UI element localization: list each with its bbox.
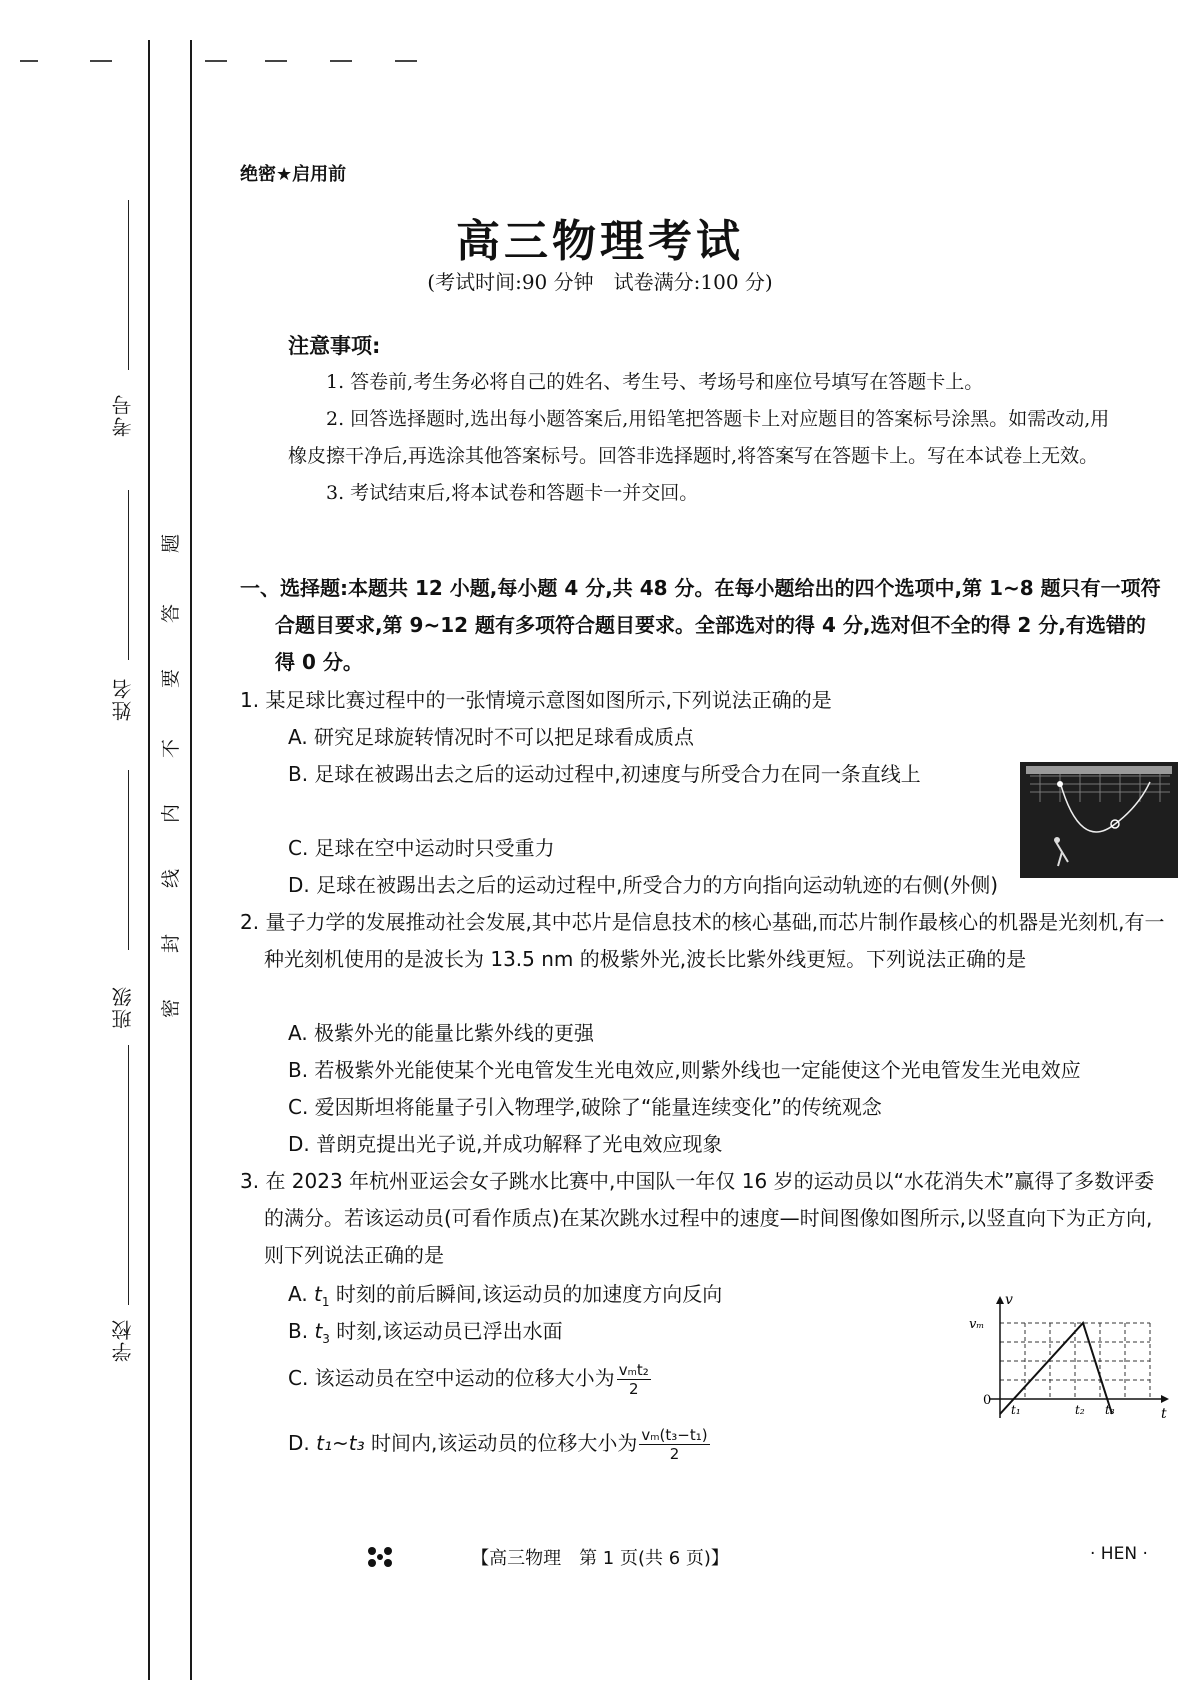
q1-option-c: C. 足球在空中运动时只受重力 [288, 836, 555, 860]
q3-b-var: t [314, 1319, 323, 1343]
graph-t1-label: t₁ [1011, 1403, 1021, 1417]
footer-code: · HEN · [1090, 1544, 1148, 1564]
q3-a-prefix: A. [288, 1282, 315, 1306]
label-school: 学校 [111, 1318, 135, 1362]
page-footer: 【高三物理 第 1 页(共 6 页)】 [471, 1548, 729, 1569]
top-dash [265, 60, 287, 62]
vt-line [1000, 1323, 1112, 1414]
notice-item: 1. 答卷前,考生务必将自己的姓名、考生号、考场号和座位号填写在答题卡上。 [326, 371, 984, 393]
label-name: 姓名 [111, 677, 135, 721]
top-dash [205, 60, 227, 62]
graph-vm-label: vₘ [969, 1317, 985, 1332]
question-3 [240, 1163, 1170, 1274]
q3-d-numerator: vₘ(t₃−t₁) [641, 1426, 708, 1444]
exam-meta: (考试时间:90 分钟 试卷满分:100 分) [427, 270, 773, 294]
q3-b-prefix: B. [288, 1319, 315, 1343]
q3-d-prefix: D. [288, 1431, 317, 1455]
q3-option-c [288, 1360, 651, 1398]
q1-option-a: A. 研究足球旋转情况时不可以把足球看成质点 [288, 725, 695, 749]
seal-char: 封 [160, 933, 183, 954]
top-dash [330, 60, 352, 62]
top-dash [20, 60, 38, 62]
q3-c-denominator: 2 [628, 1380, 639, 1398]
class-line [128, 770, 129, 950]
q3-d-text: 时间内,该运动员的位移大小为 [364, 1431, 638, 1455]
question-2 [240, 904, 1170, 978]
q3-b-text: 时刻,该运动员已浮出水面 [329, 1319, 563, 1343]
notice-title: 注意事项: [288, 334, 381, 358]
football-photo [1020, 762, 1178, 878]
t-axis-arrow [1161, 1395, 1169, 1403]
q3-d-interval: t₁~t₃ [316, 1431, 365, 1455]
label-class: 班级 [111, 985, 135, 1029]
page-title: 高三物理考试 [456, 216, 744, 267]
q3-d-fraction [639, 1426, 709, 1463]
seal-char: 密 [160, 998, 183, 1019]
question-1 [240, 682, 1170, 719]
seal-char: 答 [160, 603, 183, 624]
seal-char: 要 [160, 668, 183, 689]
graph-origin-label: 0 [983, 1393, 992, 1408]
v-axis-arrow [996, 1296, 1004, 1304]
q3-a-var: t [314, 1282, 322, 1306]
name-line [128, 490, 129, 660]
notice-list [288, 364, 1128, 512]
q2-option-a: A. 极紫外光的能量比紫外线的更强 [288, 1021, 595, 1045]
q3-c-fraction [617, 1361, 651, 1398]
football-scene-image [1020, 762, 1178, 878]
graph-v-label: v [1005, 1292, 1013, 1308]
q3-option-b [288, 1313, 563, 1358]
seal-char: 题 [160, 533, 183, 554]
q1-option-d: D. 足球在被踢出去之后的运动过程中,所受合力的方向指向运动轨迹的右侧(外侧) [288, 873, 999, 897]
q2-option-d: D. 普朗克提出光子说,并成功解释了光电效应现象 [288, 1132, 723, 1156]
graph-t2-label: t₂ [1075, 1403, 1085, 1417]
section-instructions: 一、选择题:本题共 12 小题,每小题 4 分,共 48 分。在每小题给出的四个选项中,第 1~8 题只有一项符合题目要求,第 9~12 题有多项符合题目要求。全部选对的得 4 分,选对但不全的得 2 分,有选错的得 0 分。 [240, 576, 1161, 674]
q3-c-text: C. 该运动员在空中运动的位移大小为 [288, 1366, 615, 1390]
q3-b-sub: 3 [322, 1332, 330, 1346]
q3-option-d [288, 1425, 710, 1463]
vt-graph-svg [955, 1290, 1175, 1440]
secret-mark: 绝密★启用前 [240, 164, 347, 185]
top-dash [395, 60, 417, 62]
seal-char: 线 [160, 868, 183, 889]
seal-char: 不 [160, 738, 183, 759]
q3-c-numerator: vₘt₂ [618, 1361, 649, 1379]
notice-item: 2. 回答选择题时,选出每小题答案后,用铅笔把答题卡上对应题目的答案标号涂黑。如需改动,用橡皮擦干净后,再选涂其他答案标号。回答非选择题时,将答案写在答题卡上。写在本试卷上无效。 [288, 408, 1110, 467]
q3-d-denominator: 2 [669, 1445, 680, 1463]
question-1-stem: 1. 某足球比赛过程中的一张情境示意图如图所示,下列说法正确的是 [240, 688, 832, 712]
label-kaohao: 考号 [111, 393, 135, 437]
question-2-stem: 2. 量子力学的发展推动社会发展,其中芯片是信息技术的核心基础,而芯片制作最核心的机器是光刻机,有一种光刻机使用的是波长为 13.5 nm 的极紫外光,波长比紫外线更短。下列说法正确的是 [240, 910, 1165, 971]
graph-t-label: t [1161, 1406, 1167, 1422]
q1-option-b: B. 足球在被踢出去之后的运动过程中,初速度与所受合力在同一条直线上 [288, 762, 921, 786]
notice-item: 3. 考试结束后,将本试卷和答题卡一并交回。 [326, 482, 699, 504]
section-heading [240, 570, 1165, 681]
graph-t3-label: t₃ [1105, 1403, 1115, 1417]
question-3-stem: 3. 在 2023 年杭州亚运会女子跳水比赛中,中国队一年仅 16 岁的运动员以“水花消失术”赢得了多数评委的满分。若该运动员(可看作质点)在某次跳水过程中的速度—时间图像如图所示,以竖直向下为正方向,则下列说法正确的是 [240, 1169, 1155, 1267]
seal-char: 内 [160, 803, 183, 824]
velocity-time-graph [955, 1290, 1175, 1440]
q2-option-b: B. 若极紫外光能使某个光电管发生光电效应,则紫外线也一定能使这个光电管发生光电效应 [288, 1058, 1081, 1082]
top-dash [90, 60, 112, 62]
q3-a-text: 时刻的前后瞬间,该运动员的加速度方向反向 [329, 1282, 723, 1306]
school-line [128, 1045, 129, 1305]
q3-a-sub: 1 [321, 1295, 330, 1309]
q2-option-c: C. 爱因斯坦将能量子引入物理学,破除了“能量连续变化”的传统观念 [288, 1095, 882, 1119]
